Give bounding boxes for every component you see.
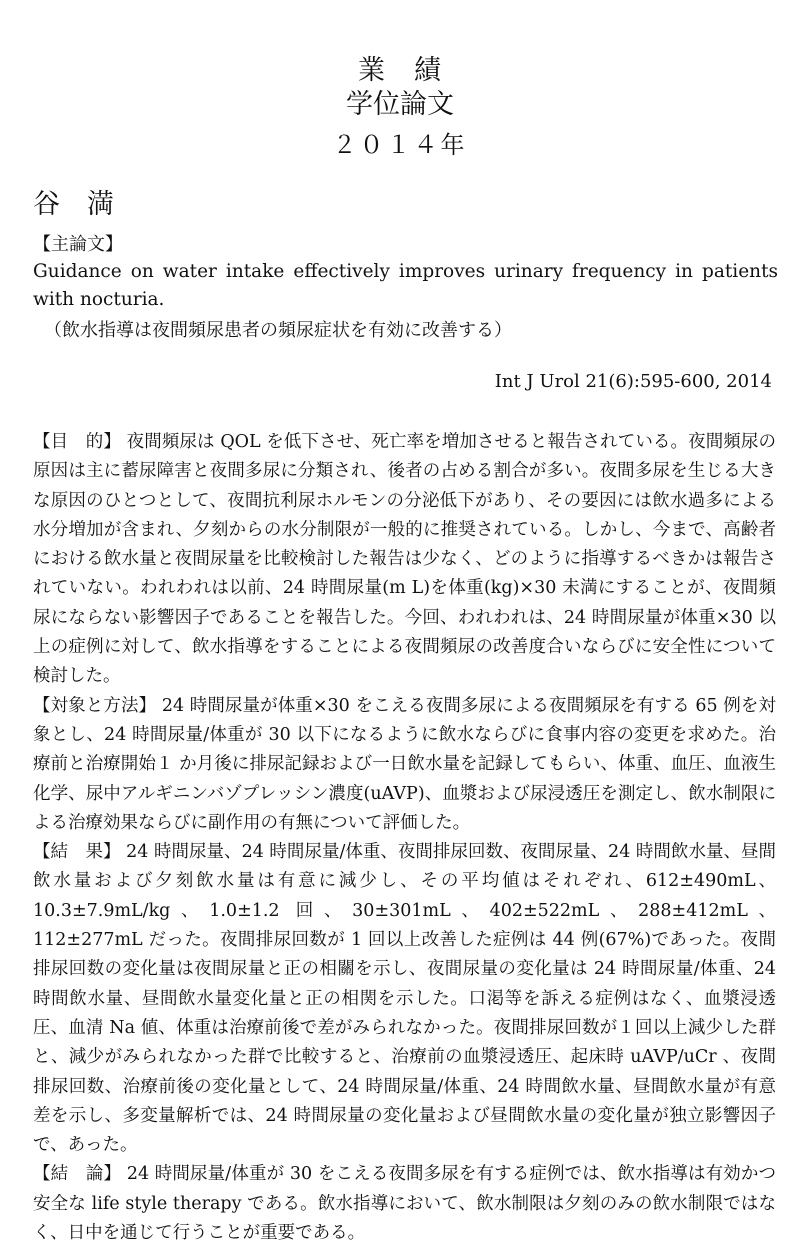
- abstract-conclusion: [33, 1160, 776, 1248]
- header-achievements: 業 績: [358, 55, 442, 86]
- header-year: ２０１４年: [332, 131, 468, 159]
- abstract-results: [33, 838, 776, 1160]
- paper-title-en: Guidance on water intake effectively improves urinary frequency in patients with nocturia.: [33, 261, 778, 310]
- purpose-heading: 【目 的】: [33, 432, 121, 452]
- methods-heading: 【対象と方法】: [33, 695, 157, 716]
- abstract-methods: [33, 692, 776, 838]
- conclusion-heading: 【結 論】: [33, 1164, 122, 1185]
- abstract-purpose: [33, 428, 776, 692]
- author-name: 谷 満: [33, 189, 114, 220]
- results-heading: 【結 果】: [33, 842, 121, 863]
- conclusion-text: 24 時間尿量/体重が 30 をこえる夜間多尿を有する症例では、飲水指導は有効かつ安全な life style therapy である。飲水指導において、飲水制限は夕刻のみの飲水制限ではなく、日中を通じて行うことが重要である。: [33, 1164, 777, 1244]
- purpose-text: 夜間頻尿は QOL を低下させ、死亡率を増加させると報告されている。夜間頻尿の原因は主に蓄尿障害と夜間多尿に分類され、後者の占める割合が多い。夜間多尿を生じる大きな原因のひとつとして、夜間抗利尿ホルモンの分泌低下があり、その要因には飲水過多による水分増加が含まれ、夕刻からの水分制限が一般的に推奨されている。しかし、今まで、高齢者における飲水量と夜間尿量を比較検討した報告は少なく、どのように指導するべきかは報告されていない。われわれは以前、24 時間尿量(m L)を体重(kg)×30 未満にすることが、夜間頻尿にならない影響因子であることを報告した。今回、われわれは、24 時間尿量が体重×30 以上の症例に対して、飲水指導をすることによる夜間頻尿の改善度合いならびに安全性について検討した。: [33, 432, 776, 687]
- methods-text: 24 時間尿量が体重×30 をこえる夜間多尿による夜間頻尿を有する 65 例を対象とし、24 時間尿量/体重が 30 以下になるように飲水ならびに食事内容の変更を求めた。治療前と治療開始１ か月後に排尿記録および一日飲水量を記録してもらい、体重、血圧、血液生化学、尿中アルギニンバゾプレッシン濃度(uAVP)、血漿および尿浸透圧を測定し、飲水制限による治療効果ならびに副作用の有無について評価した。: [33, 695, 776, 833]
- paper-citation: Int J Urol 21(6):595-600, 2014: [494, 371, 772, 392]
- header-dissertation: 学位論文: [346, 89, 454, 120]
- paper-title-jp: （飲水指導は夜間頻尿患者の頻尿症状を有効に改善する）: [44, 320, 512, 341]
- section-label: 【主論文】: [33, 234, 123, 255]
- results-text: 24 時間尿量、24 時間尿量/体重、夜間排尿回数、夜間尿量、24 時間飲水量、昼間飲水量および夕刻飲水量は有意に減少し、その平均値はそれぞれ、612±490mL、10.3±7.9mL/kg、1.0±1.2 回、30±301mL、402±522mL、288±412mL、112±277mL だった。夜間排尿回数が 1 回以上改善した症例は 44 例(67%)であった。夜間排尿回数の変化量は夜間尿量と正の相關を示し、夜間尿量の変化量は 24 時間尿量/体重、24 時間飲水量、昼間飲水量変化量と正の相関を示した。口渇等を訴える症例はなく、血漿浸透圧、血清 Na 値、体重は治療前後で差がみられなかった。夜間排尿回数が１回以上減少した群と、減少がみられなかった群で比較すると、治療前の血漿浸透圧、起床時 uAVP/uCr 、夜間排尿回数、治療前後の変化量として、24 時間尿量/体重、24 時間飲水量、昼間飲水量が有意差を示し、多変量解析では、24 時間尿量の変化量および昼間飲水量の変化量が独立影響因子で、あった。: [33, 842, 776, 1156]
- abstract: [33, 428, 776, 1248]
